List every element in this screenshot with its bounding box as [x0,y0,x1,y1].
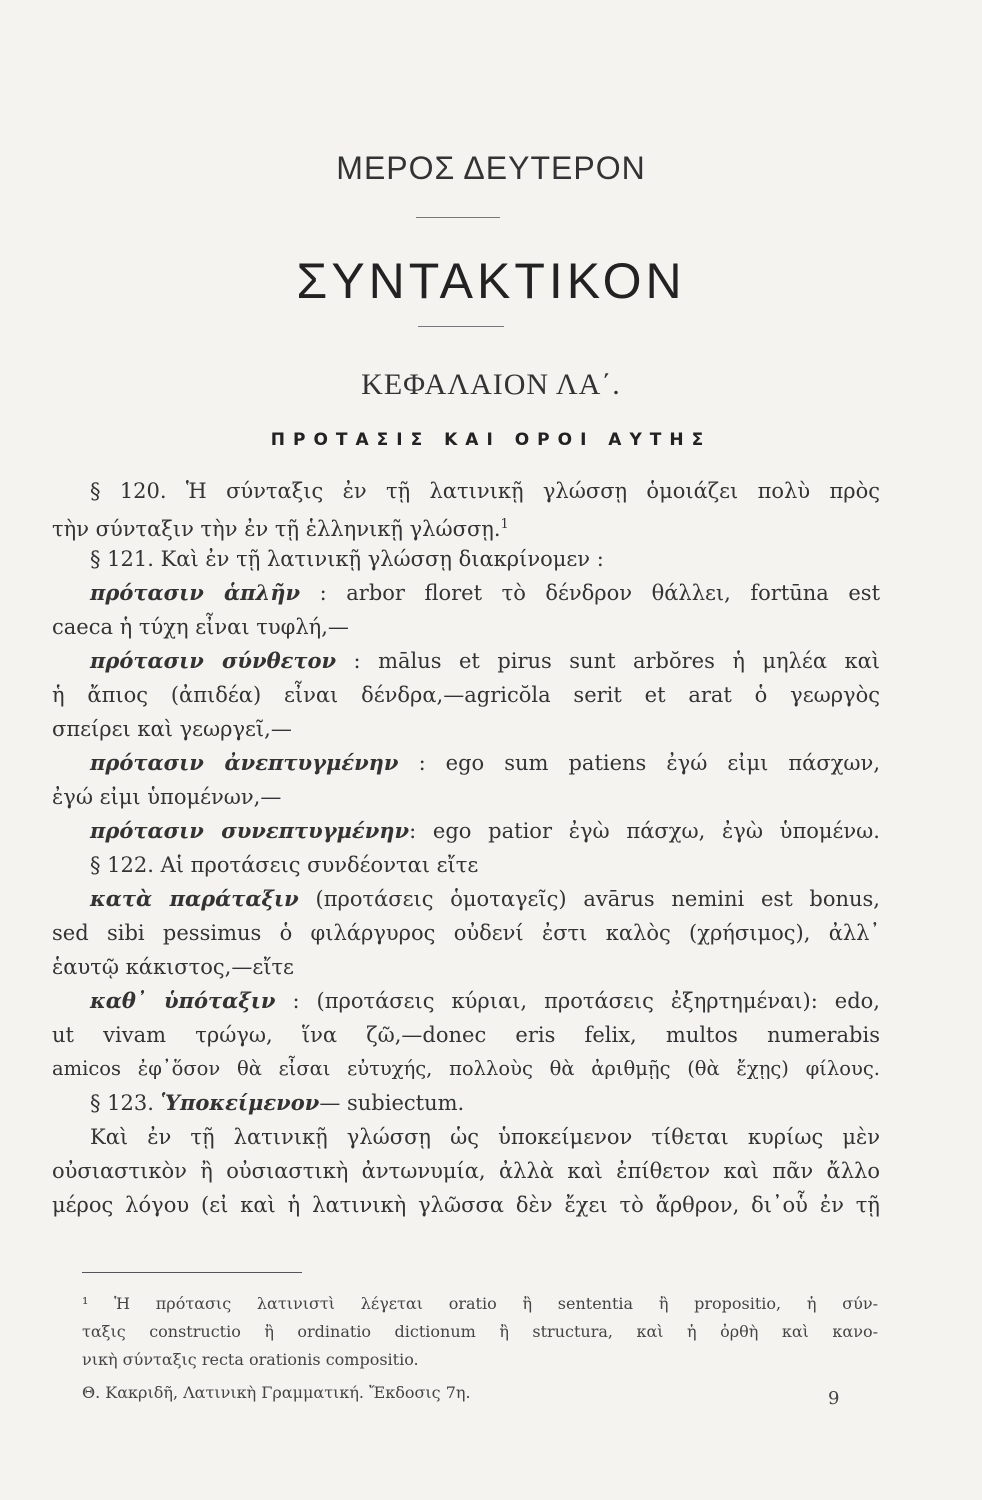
footnote [82,1290,878,1374]
footnote-marker: 1 [500,517,509,532]
part-title: ΜΕΡΟΣ ΔΕΥΤΕΡΟΝ [336,150,646,186]
footnote-line: ταξις constructio ἢ ordinatio dictionum ἢ structura, καὶ ἡ ὀρθὴ καὶ κανο- [82,1322,878,1341]
text-line: amicos ἐφ᾿ὅσον θὰ εἶσαι εὐτυχής, πολλοὺς θὰ ἀριθμῇς (θὰ ἔχῃς) φίλους. [52,1057,880,1080]
text-line: πρότασιν σύνθετον : mālus et pirus sunt arbŏres ἡ μηλέα καὶ [90,648,881,673]
body-text [52,474,880,1222]
term: πρότασιν σύνθετον [90,648,337,673]
chapter-heading: ΚΕΦΑΛΑΙΟΝ ΛΑ΄. [361,368,621,401]
text-line: § 123. Ὑποκείμενον— subiectum. [90,1090,465,1115]
text-line: Καὶ ἐν τῇ λατινικῇ γλώσσῃ ὡς ὑποκείμενον τίθεται κυρίως μὲν [90,1125,880,1149]
text-line: πρότασιν ἁπλῆν : arbor floret τὸ δένδρον θάλλει, fortūna est [90,580,881,605]
term: κατὰ παράταξιν [90,886,299,911]
main-title: ΣΥΝΤΑΚΤΙΚΟΝ [296,253,686,309]
term: Ὑποκείμενον [160,1090,320,1115]
text-line: § 120. Ἡ σύνταξις ἐν τῇ λατινικῇ γλώσσῃ ὁμοιάζει πολὺ πρὸς [90,479,880,503]
text-line: sed sibi pessimus ὁ φιλάργυρος οὐδενί ἐστι καλὸς (χρήσιμος), ἀλλ᾿ [52,921,880,945]
section-subtitle: ΠΡΟΤΑΣΙΣ ΚΑΙ ΟΡΟΙ ΑΥΤΗΣ [270,430,712,450]
text-line: ἡ ἄπιος (ἀπιδέα) εἶναι δένδρα,—agricŏla serit et arat ὁ γεωργὸς [52,683,880,707]
text-line: ut vivam τρώγω, ἵνα ζῶ,—donec eris felix, multos numerabis [52,1023,880,1047]
text-line: σπείρει καὶ γεωργεῖ,— [52,717,292,741]
page-number: 9 [828,1388,840,1409]
footnote-rule [82,1272,302,1273]
running-footer: Θ. Κακριδῆ, Λατινικὴ Γραμματική. Ἔκδοσις 7η. [82,1383,471,1402]
term: πρότασιν ἁπλῆν [90,580,301,605]
divider-rule [418,326,504,327]
text-line: caeca ἡ τύχη εἶναι τυφλή,— [52,615,349,639]
term: πρότασιν συνεπτυγμένην [90,818,410,843]
text-line: πρότασιν ἀνεπτυγμένην : ego sum patiens ἐγώ εἰμι πάσχων, [90,750,880,775]
term: πρότασιν ἀνεπτυγμένην [90,750,399,775]
text-line: οὐσιαστικὸν ἢ οὐσιαστικὴ ἀντωνυμία, ἀλλὰ καὶ ἐπίθετον καὶ πᾶν ἄλλο [52,1159,880,1183]
term: καθ᾿ ὑπόταξιν [90,988,276,1013]
text-line: μέρος λόγου (εἰ καὶ ἡ λατινικὴ γλῶσσα δὲν ἔχει τὸ ἄρθρον, δι᾿οὗ ἐν τῇ [52,1193,880,1217]
text-line: τὴν σύνταξιν τὴν ἐν τῇ ἑλληνικῇ γλώσσῃ.$^1$ [52,517,509,541]
text-line: καθ᾿ ὑπόταξιν : (προτάσεις κύριαι, προτάσεις ἐξηρτημέναι): edo, [90,988,880,1013]
text-line: § 122. Αἱ προτάσεις συνδέονται εἴτε [90,853,479,877]
divider-rule [416,217,500,218]
footnote-line: ¹ Ἡ πρότασις λατινιστὶ λέγεται oratio ἢ sententia ἢ propositio, ἡ σύν- [82,1294,879,1313]
text-line: ἑαυτῷ κάκιστος,—εἴτε [52,955,294,979]
text-line: § 121. Καὶ ἐν τῇ λατινικῇ γλώσσῃ διακρίνομεν : [90,547,604,571]
text-line: πρότασιν συνεπτυγμένην: ego patior ἐγὼ πάσχω, ἐγὼ ὑπομένω. [90,818,880,843]
footnote-line: νικὴ σύνταξις recta orationis compositio. [82,1350,419,1369]
text-line: ἐγώ εἰμι ὑπομένων,— [52,785,282,809]
text-line: κατὰ παράταξιν (προτάσεις ὁμοταγεῖς) avārus nemini est bonus, [90,886,880,911]
